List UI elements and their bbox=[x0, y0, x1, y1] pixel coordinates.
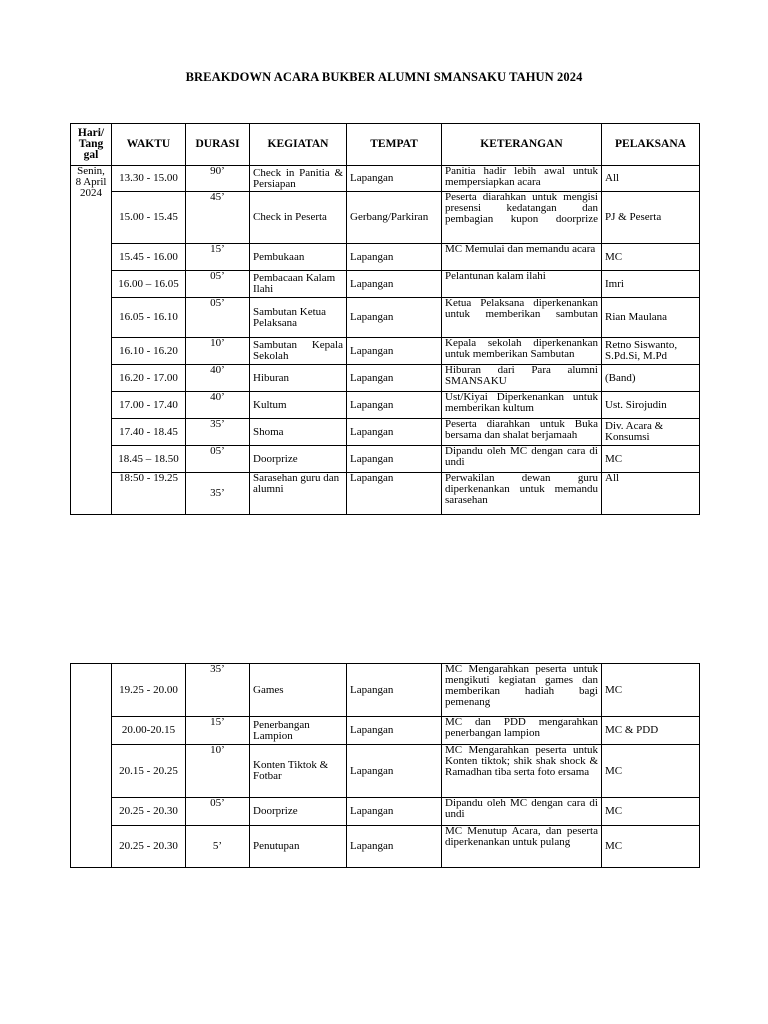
document-title: BREAKDOWN ACARA BUKBER ALUMNI SMANSAKU TAHUN 2024 bbox=[185, 70, 583, 84]
tempat-cell: Lapangan bbox=[347, 446, 442, 473]
table-row bbox=[71, 192, 700, 244]
day-cell: Senin, 8 April 2024 bbox=[71, 166, 112, 515]
waktu-cell: 20.25 - 20.30 bbox=[112, 798, 186, 826]
tempat-cell: Lapangan bbox=[347, 244, 442, 271]
durasi-cell: 45’ bbox=[186, 192, 250, 244]
keterangan-cell: Dipandu oleh MC dengan cara di undi bbox=[442, 798, 602, 826]
keterangan-cell: Perwakilan dewan guru diperkenankan untuk memandu sarasehan bbox=[442, 473, 602, 515]
durasi-cell: 10’ bbox=[186, 338, 250, 365]
waktu-cell: 20.00-20.15 bbox=[112, 717, 186, 745]
keterangan-cell: MC dan PDD mengarahkan penerbangan lampion bbox=[442, 717, 602, 745]
table-row bbox=[71, 244, 700, 271]
waktu-cell: 15.45 - 16.00 bbox=[112, 244, 186, 271]
pelaksana-cell: MC bbox=[602, 798, 700, 826]
kegiatan-cell: Konten Tiktok & Fotbar bbox=[250, 745, 347, 798]
schedule-table-2 bbox=[70, 663, 700, 868]
tempat-cell: Lapangan bbox=[347, 392, 442, 419]
waktu-cell: 18.45 – 18.50 bbox=[112, 446, 186, 473]
keterangan-cell: MC Mengarahkan peserta untuk mengikuti kegiatan games dan memberikan hadiah bagi pemenang bbox=[442, 664, 602, 717]
pelaksana-cell: MC bbox=[602, 664, 700, 717]
kegiatan-cell: Pembukaan bbox=[250, 244, 347, 271]
waktu-cell: 16.10 - 16.20 bbox=[112, 338, 186, 365]
header-hari: Hari/ Tang gal bbox=[71, 124, 112, 166]
pelaksana-cell: MC bbox=[602, 446, 700, 473]
durasi-cell: 05’ bbox=[186, 271, 250, 298]
tempat-cell: Lapangan bbox=[347, 473, 442, 515]
tempat-cell: Lapangan bbox=[347, 365, 442, 392]
table-row bbox=[71, 166, 700, 192]
tempat-cell: Lapangan bbox=[347, 798, 442, 826]
pelaksana-cell: All bbox=[602, 166, 700, 192]
waktu-cell: 19.25 - 20.00 bbox=[112, 664, 186, 717]
kegiatan-cell: Check in Peserta bbox=[250, 192, 347, 244]
day-cell-empty bbox=[71, 664, 112, 868]
durasi-cell: 15’ bbox=[186, 244, 250, 271]
waktu-cell: 17.00 - 17.40 bbox=[112, 392, 186, 419]
pelaksana-cell: Rian Maulana bbox=[602, 298, 700, 338]
pelaksana-cell: Div. Acara & Konsumsi bbox=[602, 419, 700, 446]
durasi-cell: 40’ bbox=[186, 365, 250, 392]
waktu-cell: 16.20 - 17.00 bbox=[112, 365, 186, 392]
header-tempat: TEMPAT bbox=[347, 124, 442, 166]
table-row bbox=[71, 798, 700, 826]
header-row bbox=[71, 124, 700, 166]
tempat-cell: Lapangan bbox=[347, 717, 442, 745]
keterangan-cell: Peserta diarahkan untuk Buka bersama dan shalat berjamaah bbox=[442, 419, 602, 446]
header-waktu: WAKTU bbox=[112, 124, 186, 166]
keterangan-cell: MC Memulai dan memandu acara bbox=[442, 244, 602, 271]
table-row bbox=[71, 745, 700, 798]
header-kegiatan: KEGIATAN bbox=[250, 124, 347, 166]
kegiatan-cell: Games bbox=[250, 664, 347, 717]
durasi-cell: 10’ bbox=[186, 745, 250, 798]
pelaksana-cell: PJ & Peserta bbox=[602, 192, 700, 244]
table-row bbox=[71, 298, 700, 338]
table-row bbox=[71, 717, 700, 745]
keterangan-cell: Pelantunan kalam ilahi bbox=[442, 271, 602, 298]
kegiatan-cell: Hiburan bbox=[250, 365, 347, 392]
table-row bbox=[71, 446, 700, 473]
pelaksana-cell: MC & PDD bbox=[602, 717, 700, 745]
waktu-cell: 20.25 - 20.30 bbox=[112, 826, 186, 868]
kegiatan-cell: Doorprize bbox=[250, 446, 347, 473]
table-row bbox=[71, 392, 700, 419]
pelaksana-cell: MC bbox=[602, 745, 700, 798]
keterangan-cell: MC Menutup Acara, dan peserta diperkenankan untuk pulang bbox=[442, 826, 602, 868]
tempat-cell: Lapangan bbox=[347, 298, 442, 338]
waktu-cell: 13.30 - 15.00 bbox=[112, 166, 186, 192]
tempat-cell: Gerbang/Parkiran bbox=[347, 192, 442, 244]
kegiatan-cell: Sambutan Kepala Sekolah bbox=[250, 338, 347, 365]
keterangan-cell: Hiburan dari Para alumni SMANSAKU bbox=[442, 365, 602, 392]
kegiatan-cell: Penerbangan Lampion bbox=[250, 717, 347, 745]
durasi-cell: 05’ bbox=[186, 798, 250, 826]
kegiatan-cell: Kultum bbox=[250, 392, 347, 419]
kegiatan-cell: Doorprize bbox=[250, 798, 347, 826]
keterangan-cell: Ketua Pelaksana diperkenankan untuk memberikan sambutan bbox=[442, 298, 602, 338]
waktu-cell: 15.00 - 15.45 bbox=[112, 192, 186, 244]
tempat-cell: Lapangan bbox=[347, 419, 442, 446]
kegiatan-cell: Check in Panitia & Persiapan bbox=[250, 166, 347, 192]
durasi-cell: 15’ bbox=[186, 717, 250, 745]
tempat-cell: Lapangan bbox=[347, 338, 442, 365]
table-row bbox=[71, 271, 700, 298]
kegiatan-cell: Sarasehan guru dan alumni bbox=[250, 473, 347, 515]
waktu-cell: 18:50 - 19.25 bbox=[112, 473, 186, 515]
durasi-cell: 5’ bbox=[186, 826, 250, 868]
table-row bbox=[71, 826, 700, 868]
waktu-cell: 20.15 - 20.25 bbox=[112, 745, 186, 798]
durasi-cell: 35’ bbox=[186, 419, 250, 446]
keterangan-cell: MC Mengarahkan peserta untuk Konten tiktok; shik shak shock & Ramadhan tiba serta foto ersama bbox=[442, 745, 602, 798]
keterangan-cell: Dipandu oleh MC dengan cara di undi bbox=[442, 446, 602, 473]
header-pelaksana: PELAKSANA bbox=[602, 124, 700, 166]
waktu-cell: 16.05 - 16.10 bbox=[112, 298, 186, 338]
kegiatan-cell: Shoma bbox=[250, 419, 347, 446]
waktu-cell: 17.40 - 18.45 bbox=[112, 419, 186, 446]
keterangan-cell: Peserta diarahkan untuk mengisi presensi kedatangan dan pembagian kupon doorprize bbox=[442, 192, 602, 244]
waktu-cell: 16.00 – 16.05 bbox=[112, 271, 186, 298]
table-row bbox=[71, 365, 700, 392]
pelaksana-cell: Imri bbox=[602, 271, 700, 298]
header-durasi: DURASI bbox=[186, 124, 250, 166]
durasi-cell: 05’ bbox=[186, 446, 250, 473]
table-row bbox=[71, 473, 700, 515]
durasi-cell: 40’ bbox=[186, 392, 250, 419]
keterangan-cell: Panitia hadir lebih awal untuk mempersiapkan acara bbox=[442, 166, 602, 192]
table-row bbox=[71, 419, 700, 446]
pelaksana-cell: All bbox=[602, 473, 700, 515]
keterangan-cell: Kepala sekolah diperkenankan untuk memberikan Sambutan bbox=[442, 338, 602, 365]
pelaksana-cell: MC bbox=[602, 244, 700, 271]
table-row bbox=[71, 664, 700, 717]
tempat-cell: Lapangan bbox=[347, 826, 442, 868]
durasi-cell: 35’ bbox=[186, 473, 250, 515]
pelaksana-cell: (Band) bbox=[602, 365, 700, 392]
durasi-cell: 35’ bbox=[186, 664, 250, 717]
pelaksana-cell: MC bbox=[602, 826, 700, 868]
kegiatan-cell: Penutupan bbox=[250, 826, 347, 868]
keterangan-cell: Ust/Kiyai Diperkenankan untuk memberikan kultum bbox=[442, 392, 602, 419]
kegiatan-cell: Pembacaan Kalam Ilahi bbox=[250, 271, 347, 298]
pelaksana-cell: Ust. Sirojudin bbox=[602, 392, 700, 419]
table-row bbox=[71, 338, 700, 365]
kegiatan-cell: Sambutan Ketua Pelaksana bbox=[250, 298, 347, 338]
pelaksana-cell: Retno Siswanto, S.Pd.Si, M.Pd bbox=[602, 338, 700, 365]
tempat-cell: Lapangan bbox=[347, 745, 442, 798]
tempat-cell: Lapangan bbox=[347, 271, 442, 298]
durasi-cell: 05’ bbox=[186, 298, 250, 338]
header-keterangan: KETERANGAN bbox=[442, 124, 602, 166]
schedule-table-1 bbox=[70, 123, 700, 515]
tempat-cell: Lapangan bbox=[347, 166, 442, 192]
tempat-cell: Lapangan bbox=[347, 664, 442, 717]
durasi-cell: 90’ bbox=[186, 166, 250, 192]
